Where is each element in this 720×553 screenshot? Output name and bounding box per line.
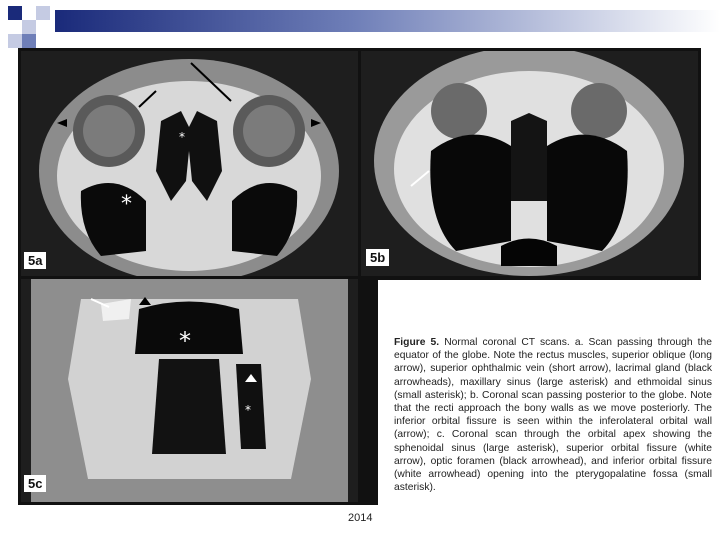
- ct-scan-5a: [21, 51, 358, 276]
- figure-caption-text: Normal coronal CT scans. a. Scan passing through the equator of the globe. Note the rectus muscles, superior oblique (long arrow), superior ophthalmic vein (short arrow), lacrimal gland (black arrowheads), maxillary sinus (large asterisk) and ethmoidal sinus (small asterisk); b. Coronal scan passing posterior to the globe. Note that the recti approach the bony walls as we move posteriorly. The inferior orbital fissure is seen within the inferolateral orbital wall (arrow); c. Coronal scan through the orbital apex showing the sphenoidal sinus (large asterisk), superior orbital fissure (white arrow), optic foramen (black arrowhead), and inferior orbital fissure (white arrowhead) opening into the pterygopalatine fossa (small asterisk).: [394, 337, 712, 494]
- panel-label-5a: 5a: [24, 252, 46, 269]
- header-decoration: [0, 0, 60, 50]
- decor-square: [22, 34, 36, 48]
- figure-panel: [18, 48, 712, 505]
- ct-scan-5b: [361, 51, 698, 276]
- decor-square: [8, 6, 22, 20]
- svg-text:*: *: [179, 130, 185, 144]
- panel-label-5c: 5c: [24, 475, 46, 492]
- header-gradient-bar: [55, 10, 720, 32]
- footer-year: 2014: [348, 512, 373, 524]
- figure-caption-title: Figure 5.: [394, 337, 440, 348]
- panel-label-5b: 5b: [366, 249, 389, 266]
- decor-square: [36, 6, 50, 20]
- svg-text:*: *: [245, 403, 251, 417]
- caption-box: [378, 280, 719, 553]
- figure-caption: [394, 336, 712, 494]
- decor-square: [8, 34, 22, 48]
- svg-text:*: *: [121, 192, 132, 217]
- ct-scan-5c: [21, 279, 358, 502]
- svg-text:*: *: [179, 327, 191, 355]
- decor-square: [22, 20, 36, 34]
